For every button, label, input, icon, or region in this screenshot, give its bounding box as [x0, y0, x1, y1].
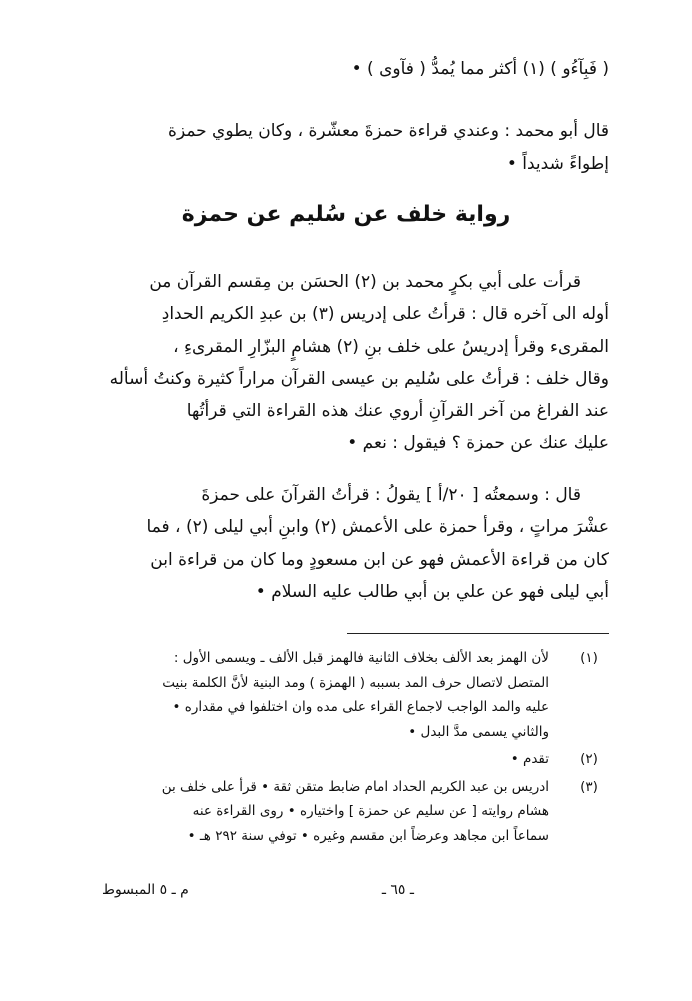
footnote-3	[89, 775, 609, 849]
text-line: أبي ليلى فهو عن علي بن أبي طالب عليه السلام •	[255, 581, 609, 602]
text-line: عليك عنك عن حمزة ؟ فيقول : نعم •	[347, 433, 609, 454]
footnote-line: سماعاً ابن مجاهد وعرضاً ابن مقسم وغيره • توفي سنة ٢٩٢ هـ •	[187, 827, 549, 844]
text-line: قال : وسمعتُه [ ٢٠/أ ] يقولُ : قرأتُ القرآنَ على حمزةَ	[201, 485, 581, 505]
footnote-2	[89, 747, 609, 772]
text-line: أوله الى آخره قال : قرأتُ على إدريس (٣) بن عبدِ الكريم الحدادِ	[161, 304, 609, 325]
text-line: وقال خلف : قرأتُ على سُليم بن عيسى القرآن مراراً كثيرة وكنتُ أسأله	[109, 368, 609, 389]
text-line: قال أبو محمد : وعندي قراءة حمزةَ معشّرة ، وكان يطوي حمزة	[168, 121, 609, 141]
section-heading: رواية خلف عن سُليم عن حمزة	[181, 202, 511, 227]
text-line: كان من قراءة الأعمش فهو عن ابن مسعودٍ وما كان من قراءة ابن	[150, 549, 609, 570]
note-paragraph	[89, 115, 609, 181]
footnote-line: ادريس بن عبد الكريم الحداد امام ضابط متقن ثقة • قرأ على خلف بن	[161, 778, 549, 795]
footnote-line: لأن الهمز بعد الألف بخلاف الثانية فالهمز قبل الألف ـ ويسمى الأول :	[173, 650, 549, 666]
footnote-number: (٣)	[580, 778, 598, 795]
printer-signature: م ـ ٥ المبسوط	[102, 882, 189, 898]
text-line: عشْرَ مراتٍ ، وقرأ حمزة على الأعمش (٢) وابنِ أبي ليلى (٢) ، فما	[146, 517, 609, 538]
footnotes	[89, 646, 609, 851]
text-line: عند الفراغ من آخر القرآنِ أروي عنك هذه القراءة التي قرأتُها	[186, 401, 609, 422]
quran-line	[89, 56, 609, 82]
footnote-line: تقدم •	[510, 751, 549, 767]
paragraph-2	[89, 479, 609, 608]
footnote-line: والثاني يسمى مدَّ البدل •	[408, 723, 549, 740]
text-line: إطواءً شديداً •	[506, 154, 609, 174]
footnote-line: المتصل لاتصال حرف المد بسببه ( الهمزة ) ومد البنية لأنَّ الكلمة بنيت	[162, 674, 549, 691]
page-number: ـ ٦٥ ـ	[381, 882, 414, 898]
text-line: ( فَبِآءُو ) (١) أكثر مما يُمدُّ ( فآوى ) •	[351, 59, 609, 79]
footnote-line: هشام روايته [ عن سليم عن حمزة ] واختياره • روى القراءة عنه	[192, 803, 549, 819]
footnote-1	[89, 646, 609, 744]
footnote-line: عليه والمد الواجب لاجماع القراء على مده وان اختلفوا في مقداره •	[172, 699, 549, 715]
footnote-separator	[347, 633, 609, 634]
footnote-number: (٢)	[580, 751, 598, 767]
text-line: المقرىء وقرأ إدريسُ على خلف بنِ (٢) هشامٍ البزّارِ المقرىءِ ،	[173, 336, 609, 357]
footnote-number: (١)	[580, 650, 598, 666]
text-line: قرأت على أبي بكرٍ محمد بن (٢) الحسَن بن مِقسم القرآن من	[149, 272, 581, 292]
paragraph-1	[89, 266, 609, 460]
